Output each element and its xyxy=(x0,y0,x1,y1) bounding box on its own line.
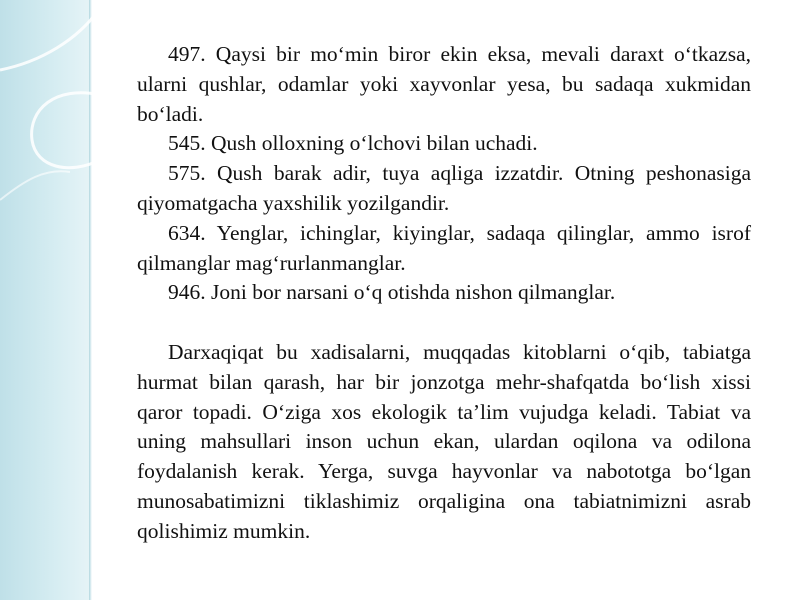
hadith-545-paragraph: 545. Qush olloxning o‘lchovi bilan uchadi. xyxy=(168,131,538,156)
hadith-946-paragraph: 946. Joni bor narsani o‘q otishda nishon qilmanglar. xyxy=(168,280,616,305)
hadith-634-paragraph: 634. Yenglar, ichinglar, kiyinglar, sadaqa qilinglar, ammo isrof qilmanglar mag‘rurlanmanglar. xyxy=(137,220,751,275)
conclusion-paragraph: Darxaqiqat bu xadisalarni, muqqadas kitoblarni o‘qib, tabiatga hurmat bilan qarash, har bir jonzotga mehr-shafqatda bo‘lish xissi qaror topadi. O‘ziga xos ekologik ta’lim vujudga keladi. Tabiat va uning mahsullari inson uchun ekan, ulardan oqilona va odilona foydalanish kerak. Yerga, suvga hayvonlar va nabototga bo‘lgan munosabatimizni tiklashimiz orqaligina ona tabiatnimizni asrab qolishimiz mumkin. xyxy=(137,339,751,543)
document-body xyxy=(137,40,751,547)
hadith-497-paragraph: 497. Qaysi bir mo‘min biror ekin eksa, mevali daraxt o‘tkazsa, ularni qushlar, odamlar yoki xayvonlar yesa, bu sadaqa xukmidan bo‘ladi. xyxy=(137,42,751,126)
swirl-ornament-icon xyxy=(0,0,100,220)
paragraph-spacer xyxy=(137,308,751,338)
hadith-575-paragraph: 575. Qush barak adir, tuya aqliga izzatdir. Otning peshonasiga qiyomatgacha yaxshilik yozilgandir. xyxy=(137,161,751,215)
